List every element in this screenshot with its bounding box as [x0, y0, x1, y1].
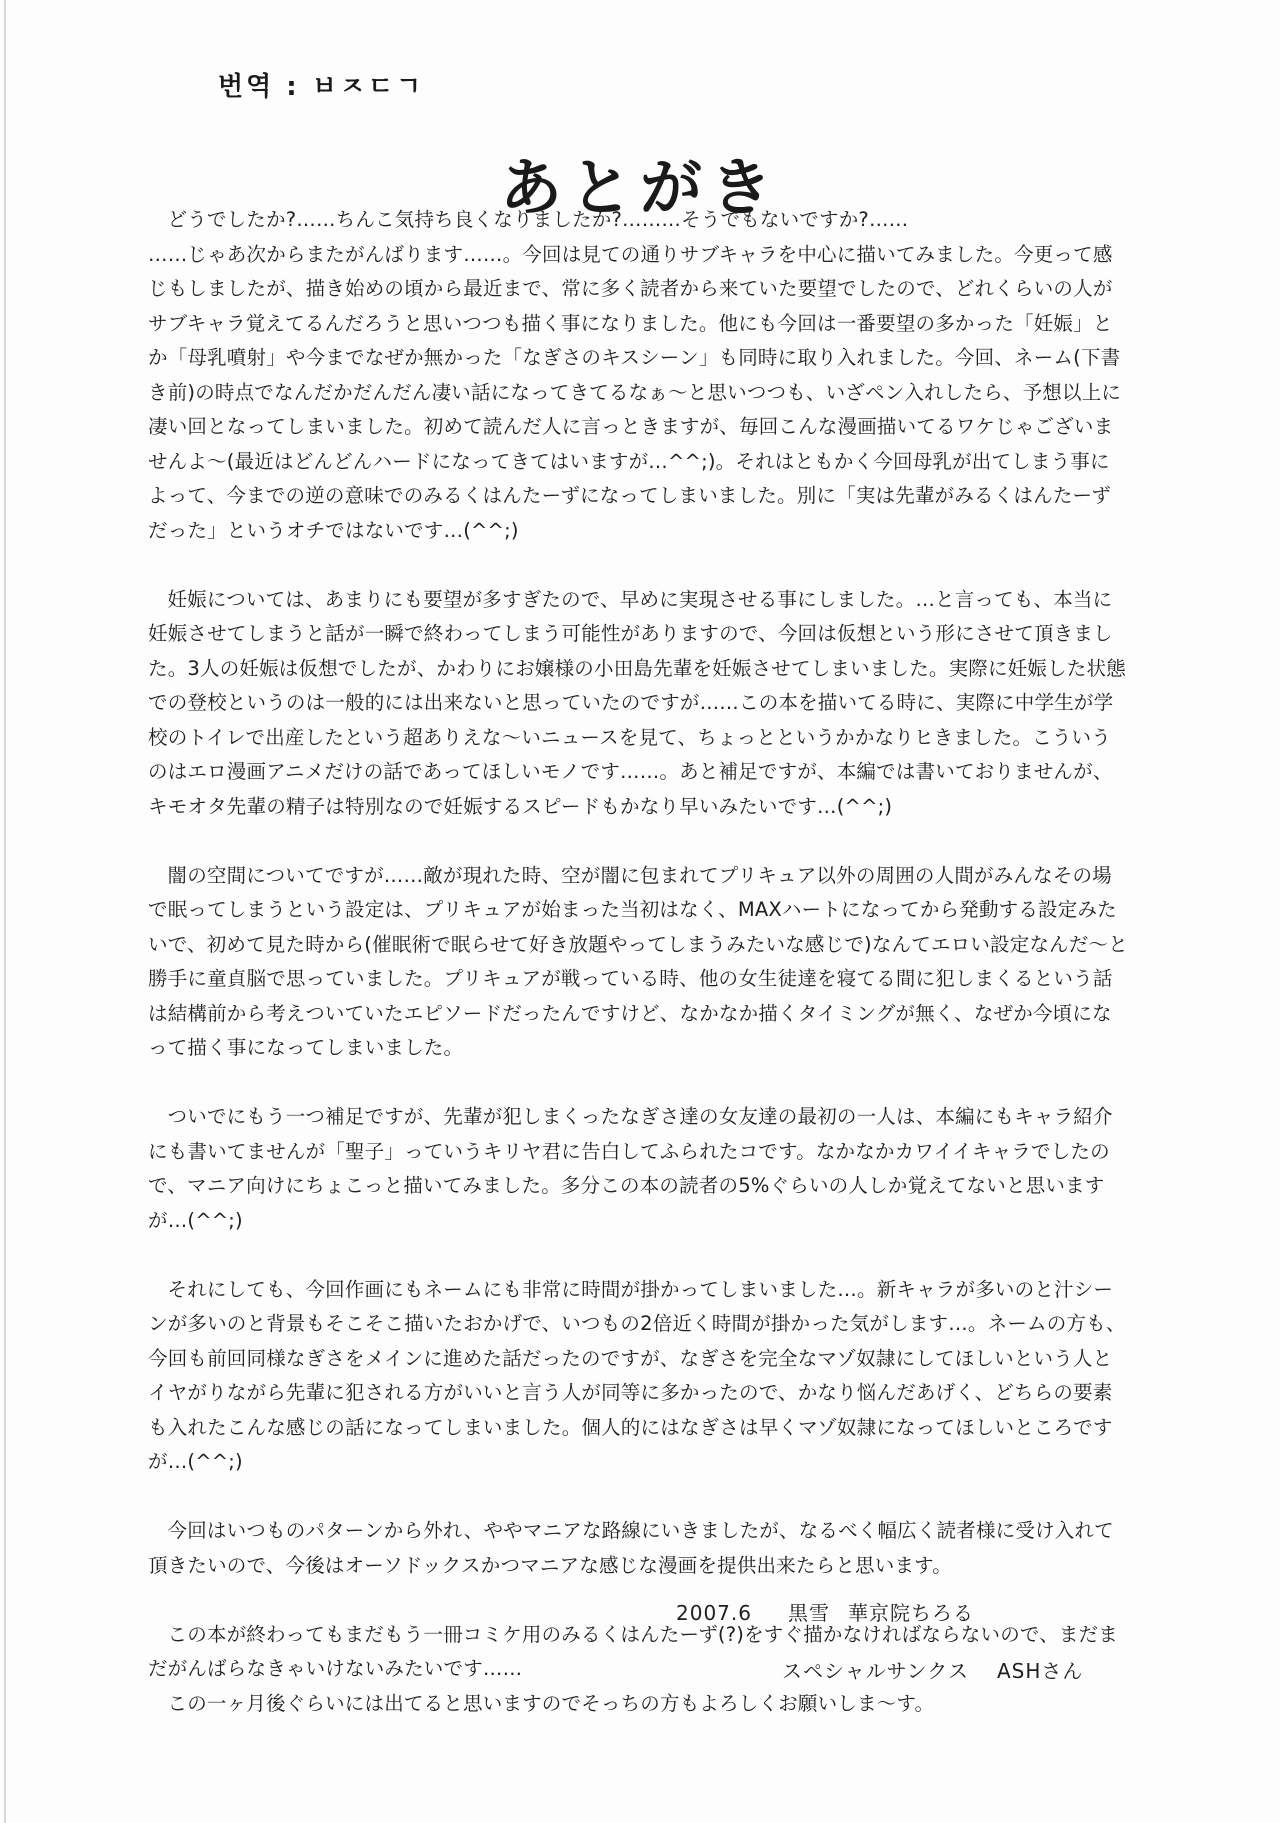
translator-credit: 번역 : ㅂㅈㄷㄱ — [218, 72, 425, 102]
signature-circle: 黒雪 — [787, 1601, 830, 1625]
signature-line — [676, 1597, 974, 1626]
paragraph-6: それにしても、今回作画にもネームにも非常に時間が掛かってしまいました…。新キャラが多いのと汁シーンが多いのと背景もそこそこ描いたおかげで、いつもの2倍近く時間が掛かった気がします…。ネームの方も、今回も前回同様なぎさをメインに進めた話だったのですが、なぎさを完全なマゾ奴隷にしてほしいという人とイヤがりながら先輩に犯される方がいいと言う人が同等に多かったので、かなり悩んだあげく、どちらの要素も入れたこんな感じの話になってしまいました。個人的にはなぎさは早くマゾ奴隷になってほしいところですが…(^^;) — [148, 1277, 1126, 1473]
paragraph-8: この本が終わってもまだもう一冊コミケ用のみるくはんたーず(?)をすぐ描かなければならないので、まだまだがんばらなきゃいけないみたいです…… — [148, 1622, 1119, 1680]
signature-date: 2007.6 — [676, 1601, 752, 1625]
paragraph-5: ついでにもう一つ補足ですが、先輩が犯しまくったなぎさ達の女友達の最初の一人は、本編にもキャラ紹介にも書いてませんが「聖子」っていうキリヤ君に告白してふられたコです。なかなかカワイイキャラでしたので、マニア向けにちょこっと描いてみました。多分この本の読者の5%ぐらいの人しか覚えてないと思いますが…(^^;) — [148, 1105, 1113, 1232]
paragraph-9: この一ヶ月後ぐらいには出てると思いますのでそっちの方もよろしくお願いしま〜す。 — [167, 1691, 935, 1715]
special-thanks-line — [782, 1655, 1083, 1684]
page-edge-line — [4, 0, 6, 1823]
page-title: あとがき — [499, 151, 780, 224]
paragraph-2: ……じゃあ次からまたがんばります……。今回は見ての通りサブキャラを中心に描いてみました。今更って感じもしましたが、描き始めの頃から最近まで、常に多く読者から来ていた要望でしたので、どれくらいの人がサブキャラ覚えてるんだろうと思いつつも描く事になりました。他にも今回は一番要望の多かった「妊娠」とか「母乳噴射」や今までなぜか無かった「なぎさのキスシーン」も同時に取り入れました。今回、ネーム(下書き前)の時点でなんだかだんだん凄い話になってきてるなぁ〜と思いつつも、いざペン入れしたら、予想以上に凄い回となってしまいました。初めて読んだ人に言っときますが、毎回こんな漫画描いてるワケじゃございませんよ〜(最近はどんどんハードになってきてはいますが…^^;)。それはともかく今回母乳が出てしまう事によって、今までの逆の意味でのみるくはんたーずになってしまいました。別に「実は先輩がみるくはんたーずだった」というオチではないです…(^^;) — [148, 242, 1122, 542]
paragraph-3: 妊娠については、あまりにも要望が多すぎたので、早めに実現させる事にしました。…と言っても、本当に妊娠させてしまうと話が一瞬で終わってしまう可能性がありますので、今回は仮想という形にさせて頂きました。3人の妊娠は仮想でしたが、かわりにお嬢様の小田島先輩を妊娠させてしまいました。実際に妊娠した状態での登校というのは一般的には出来ないと思っていたのですが……この本を描いてる時に、実際に中学生が学校のトイレで出産したという超ありえな〜いニュースを見て、ちょっとというかかなりヒきました。こういうのはエロ漫画アニメだけの話であってほしいモノです……。あと補足ですが、本編では書いておりませんが、キモオタ先輩の精子は特別なので妊娠するスピードもかなり早いみたいです…(^^;) — [148, 587, 1126, 818]
special-thanks-label: スペシャルサンクス — [782, 1659, 969, 1683]
paragraph-4: 闇の空間についてですが……敵が現れた時、空が闇に包まれてプリキュア以外の周囲の人間がみんなその場で眠ってしまうという設定は、プリキュアが始まった当初はなく、MAXハートになってから発動する設定みたいで、初めて見た時から(催眠術で眠らせて好き放題やってしまうみたいな感じで)なんてエロい設定なんだ〜と勝手に童貞脳で思っていました。プリキュアが戦っている時、他の女生徒達を寝てる間に犯しまくるという話は結構前から考えついていたエピソードだったんですけど、なかなか描くタイミングが無く、なぜか今頃になって描く事になってしまいました。 — [148, 863, 1128, 1059]
signature-author: 華京院ちろる — [847, 1601, 974, 1625]
paragraph-1: どうでしたか?……ちんこ気持ち良くなりましたか?………そうでもないですか?…… — [167, 208, 909, 231]
paragraph-7: 今回はいつものパターンから外れ、ややマニアな路線にいきましたが、なるべく幅広く読者様に受け入れて頂きたいので、今後はオーソドックスかつマニアな感じな漫画を提供出来たらと思います。 — [148, 1519, 1114, 1577]
afterword-body — [148, 203, 1128, 1721]
special-thanks-name: ASHさん — [997, 1659, 1084, 1683]
